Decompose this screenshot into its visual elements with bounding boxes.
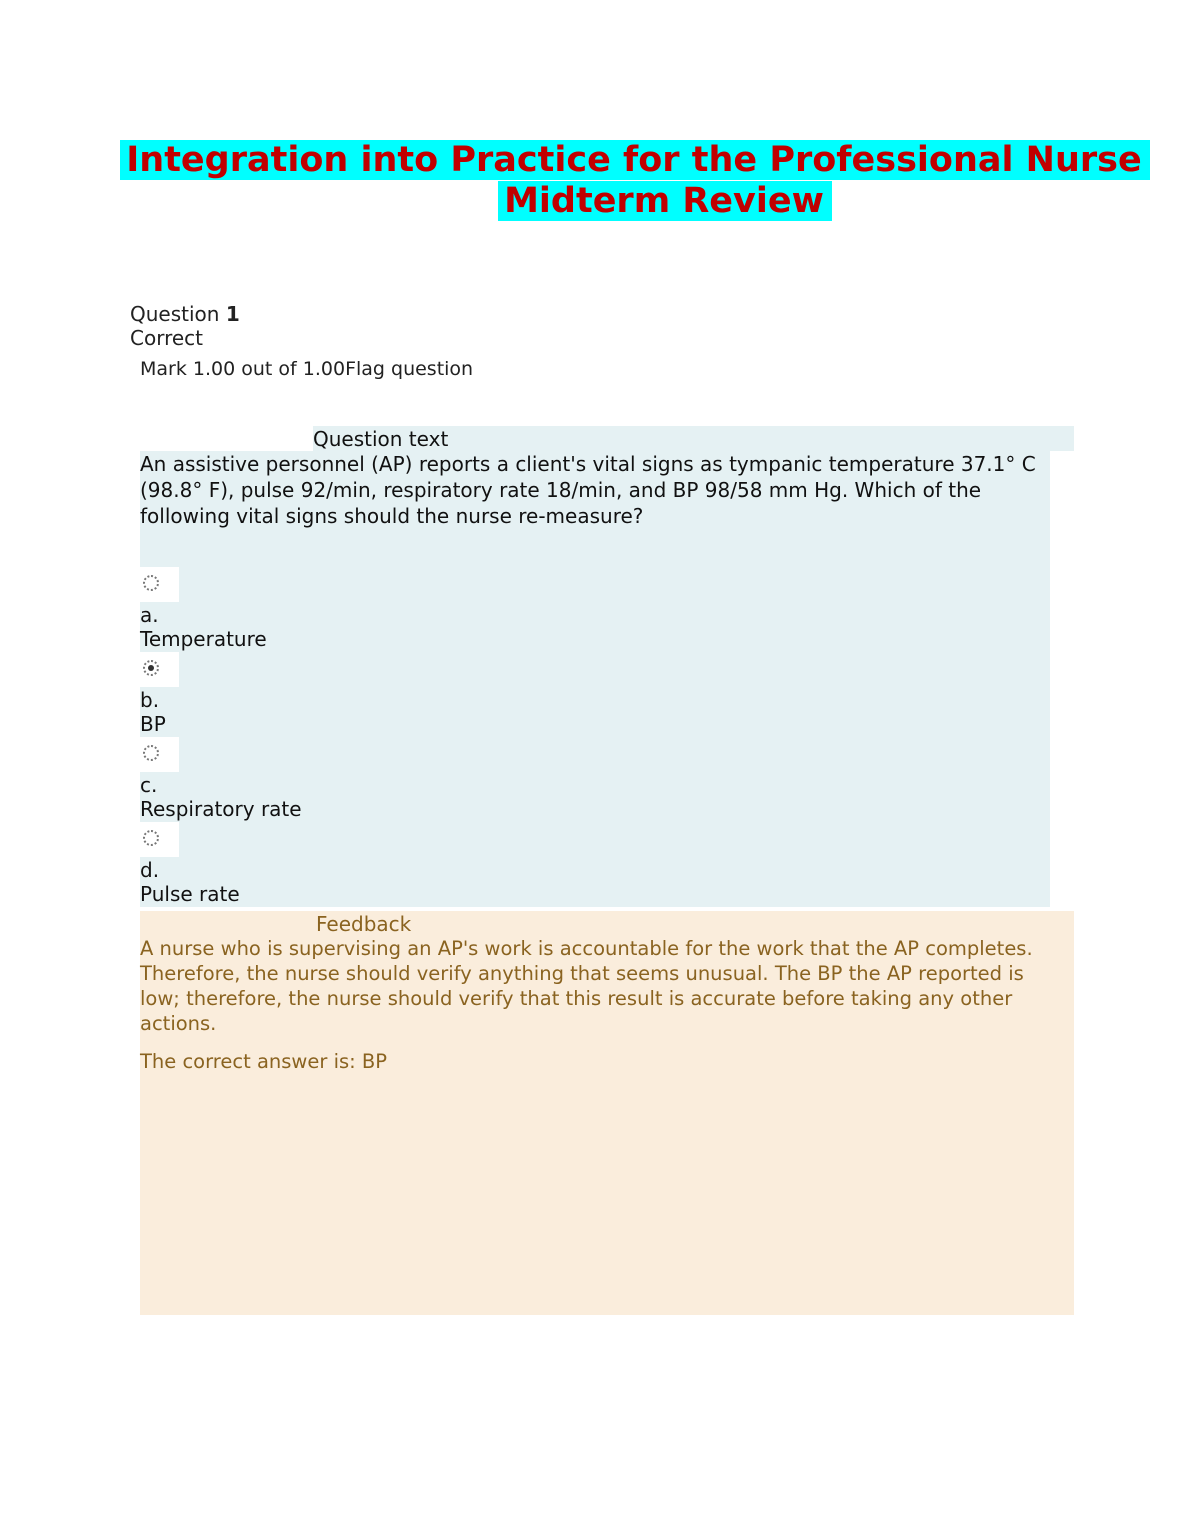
option-d-letter: d. [140,858,160,882]
option-a-label[interactable]: Temperature [140,627,267,651]
flag-question-link[interactable]: Flag question [345,358,474,380]
option-a-radio-cell[interactable] [140,567,179,602]
question-number [130,302,240,326]
feedback-header: Feedback [316,912,412,936]
option-b-label[interactable]: BP [140,712,166,736]
feedback-panel [140,911,1074,1315]
radio-icon[interactable] [143,745,159,761]
option-d-radio-cell[interactable] [140,822,179,857]
correct-answer: The correct answer is: BP [140,1050,388,1073]
option-b-radio-cell[interactable] [140,652,179,687]
radio-icon[interactable] [143,575,159,591]
question-mark: Mark 1.00 out of 1.00 [140,358,346,380]
feedback-text: A nurse who is supervising an AP's work is accountable for the work that the AP completes. Therefore, the nurse should verify anything that seems unusual. The BP the AP reported is low; therefore, the nurse should verify that this result is accurate before taking any other actions. [140,937,1033,1035]
question-number-value: 1 [225,302,240,326]
option-c-label[interactable]: Respiratory rate [140,797,302,821]
document-title-line-2 [0,181,1190,221]
question-text-header: Question text [313,426,1074,451]
question-number-label: Question [130,302,220,326]
question-grade [140,358,473,380]
option-c-radio-cell[interactable] [140,737,179,772]
option-d-label[interactable]: Pulse rate [140,882,240,906]
document-title-text: Integration into Practice for the Professional Nurse [120,140,1149,180]
question-state: Correct [130,326,203,350]
option-a-letter: a. [140,603,159,627]
option-b-letter: b. [140,688,160,712]
question-text: An assistive personnel (AP) reports a client's vital signs as tympanic temperature 37.1° C (98.8° F), pulse 92/min, respiratory rate 18/min, and BP 98/58 mm Hg. Which of the following vital signs should the nurse re-measure? [140,452,1036,528]
radio-checked-icon[interactable] [143,660,159,676]
document-subtitle-text: Midterm Review [498,181,832,221]
option-c-letter: c. [140,773,158,797]
question-content [140,451,1050,907]
radio-icon[interactable] [143,830,159,846]
document-title-line-1 [0,140,1190,180]
